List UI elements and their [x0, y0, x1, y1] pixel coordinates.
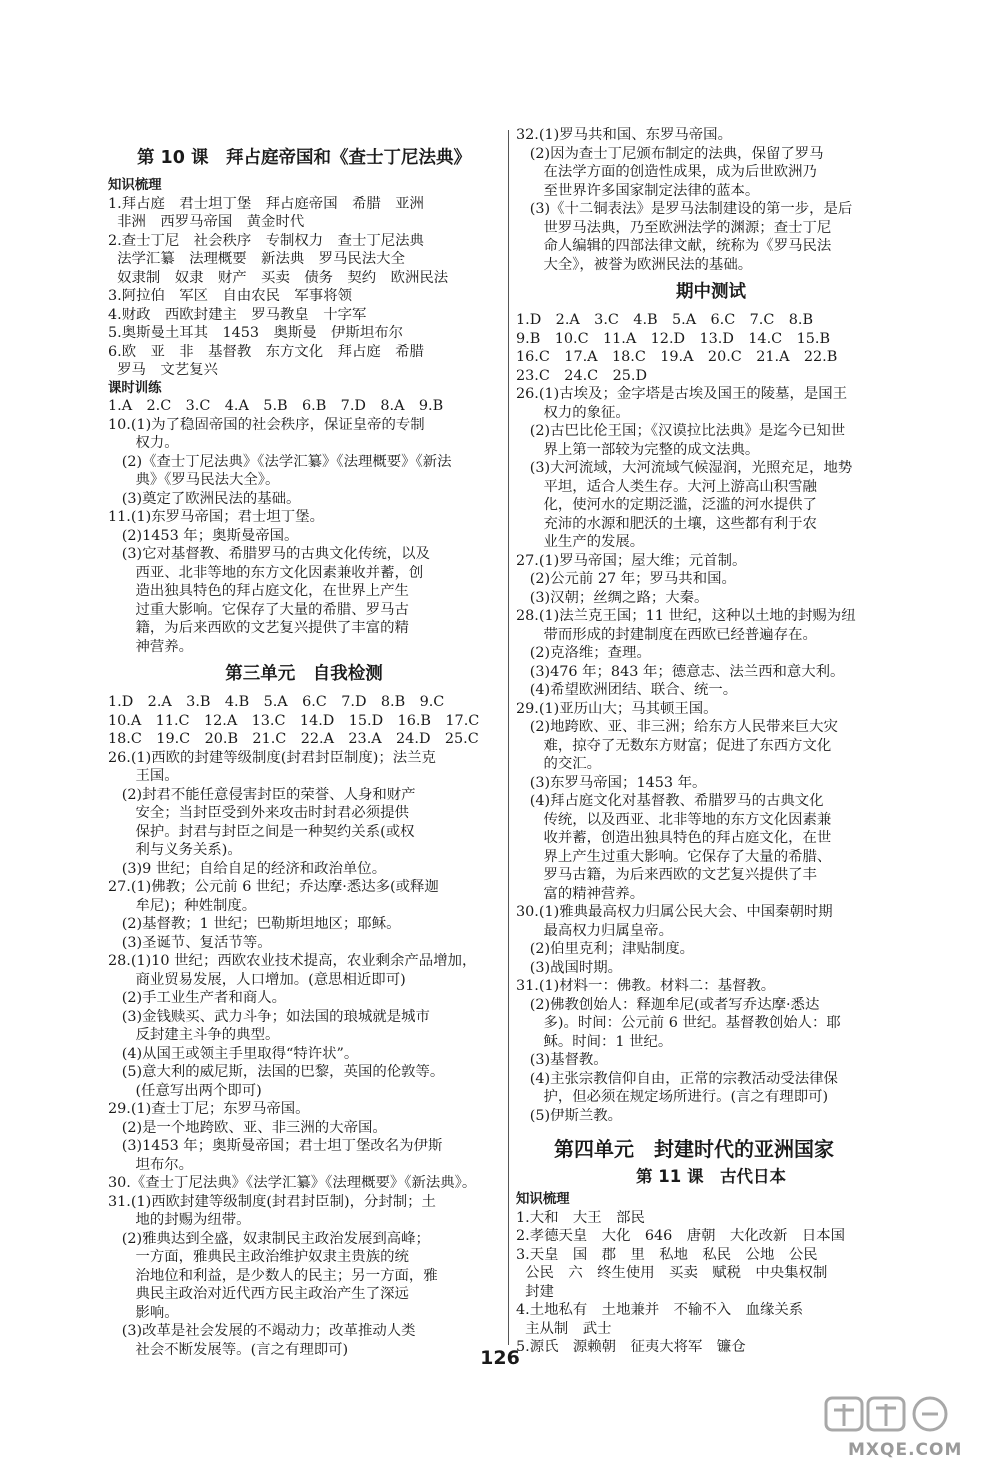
text-line: (3)基督教。	[516, 1052, 608, 1068]
text-line: 命人编辑的四部法律文献，统称为《罗马民法	[516, 238, 832, 254]
text-line: 权力。	[108, 435, 179, 451]
text-line: 大全》，被誉为欧洲民法的基础。	[516, 256, 753, 273]
left-column	[108, 128, 500, 1359]
watermark-text: MXQE.COM	[848, 1440, 963, 1460]
text-line: (2)克洛维；查理。	[516, 645, 651, 661]
text-line: 难，掠夺了无数东方财富；促进了东西方文化	[516, 737, 832, 754]
text-line: 6.欧 亚 非 基督教 东方文化 拜占庭 希腊	[108, 343, 424, 360]
text-line: (3)9 世纪；自给自足的经济和政治单位。	[108, 860, 387, 877]
text-line: 界上产生过重大影响。它保存了大量的希腊、	[516, 848, 832, 865]
text-line: 公民 六 终生使用 买卖 赋税 中央集权制	[516, 1265, 828, 1281]
text-line: 27.(1)罗马帝国；屋大维；元首制。	[516, 552, 747, 569]
text-line: 保护。封君与封臣之间是一种契约关系(或权	[108, 823, 415, 840]
text-line: 26.(1)古埃及；金字塔是古埃及国王的陵墓，是国王	[516, 386, 848, 402]
text-line: 传统，以及西亚、北非等地的东方文化因素兼	[516, 811, 832, 828]
text-line: 的交汇。	[516, 756, 602, 772]
text-line: (4)主张宗教信仰自由，正常的宗教活动受法律保	[516, 1070, 838, 1087]
column-divider	[508, 130, 509, 1345]
text-line: (3)476 年；843 年；德意志、法兰西和意大利。	[516, 663, 845, 680]
text-line: 界上第一部较为完整的成文法典。	[516, 441, 760, 458]
text-line: (2)伯里克利；津贴制度。	[516, 941, 695, 957]
text-line: (2)基督教；1 世纪；巴勒斯坦地区；耶稣。	[108, 916, 401, 932]
text-line: 权力的象征。	[516, 404, 630, 421]
text-line: 影响。	[108, 1304, 179, 1321]
text-line: 1.D 2.A 3.C 4.B 5.A 6.C 7.C 8.B	[516, 312, 814, 328]
text-line: 31.(1)材料一：佛教。材料二：基督教。	[516, 978, 776, 994]
text-line: 29.(1)亚历山大；马其顿王国。	[516, 700, 718, 717]
text-line: 27.(1)佛教；公元前 6 世纪；乔达摩·悉达多(或释迦	[108, 879, 439, 895]
right-column-inner	[516, 126, 906, 1357]
text-line: 9.B 10.C 11.A 12.D 13.D 14.C 15.B	[516, 330, 831, 347]
text-line: 过重大影响。它保存了大量的希腊、罗马古	[108, 601, 409, 618]
text-line: 罗马古籍，为后来西欧的文艺复兴提供了丰	[516, 867, 817, 883]
text-line: (3)1453 年；奥斯曼帝国；君士坦丁堡改名为伊斯	[108, 1138, 443, 1154]
text-line: 社会不断发展等。(言之有理即可)	[108, 1341, 349, 1358]
text-line: 法学汇纂 法理概要 新法典 罗马民法大全	[108, 251, 405, 267]
text-line: 2.孝德天皇 大化 646 唐朝 大化改新 日本国	[516, 1228, 846, 1244]
text-line: (4)从国王或领主手里取得“特许状”。	[108, 1045, 359, 1062]
text-line: (5)意大利的威尼斯，法国的巴黎，英国的伦敦等。	[108, 1064, 445, 1080]
text-line: 牟尼)；种姓制度。	[108, 897, 257, 914]
text-line: (5)伊斯兰教。	[516, 1107, 623, 1124]
text-line: 奴隶制 奴隶 财产 买卖 债务 契约 欧洲民法	[108, 269, 449, 286]
section-title: 第 10 课 拜占庭帝国和《查士丁尼法典》	[136, 148, 472, 168]
text-line: 3.天皇 国 郡 里 私地 私民 公地 公民	[516, 1246, 818, 1263]
text-line: 1.A 2.C 3.C 4.A 5.B 6.B 7.D 8.A 9.B	[108, 398, 444, 414]
text-line: 籍，为后来西欧的文艺复兴提供了丰富的精	[108, 620, 409, 636]
text-line: (2)地跨欧、亚、非三洲；给东方人民带来巨大灾	[516, 719, 838, 735]
text-line: 稣。时间：1 世纪。	[516, 1033, 673, 1050]
text-line: 4.土地私有 土地兼并 不输不入 血缘关系	[516, 1302, 804, 1318]
text-line: (3)东罗马帝国；1453 年。	[516, 774, 707, 791]
text-line: 世罗马法典，乃至欧洲法学的渊源；查士丁尼	[516, 219, 832, 236]
text-line: 至世界许多国家制定法律的蓝本。	[516, 182, 760, 199]
text-line: 带而形成的封建制度在西欧已经普遍存在。	[516, 626, 817, 643]
text-line: (2)1453 年；奥斯曼帝国。	[108, 527, 299, 544]
text-line: (2)古巴比伦王国；《汉谟拉比法典》是迄今已知世	[516, 423, 846, 439]
text-line: (2)因为查士丁尼颁布制定的法典，保留了罗马	[516, 145, 824, 162]
page-number: 126	[480, 1347, 520, 1369]
text-line: 最高权力归属皇帝。	[516, 922, 673, 939]
text-line: (2)封君不能任意侵害封臣的荣誉、人身和财产	[108, 786, 416, 803]
text-line: 反封建主斗争的典型。	[108, 1027, 280, 1043]
text-line: (3)改革是社会发展的不竭动力；改革推动人类	[108, 1323, 416, 1339]
text-line: 30.《查士丁尼法典》《法学汇纂》《法理概要》《新法典》。	[108, 1175, 477, 1191]
text-line: 10.A 11.C 12.A 13.C 14.D 15.D 16.B 17.C	[108, 712, 480, 729]
text-line: 5.源氏 源赖朝 征夷大将军 镰仓	[516, 1339, 746, 1355]
text-line: 护，但必须在规定场所进行。(言之有理即可)	[516, 1089, 829, 1105]
text-line: 多)。时间：公元前 6 世纪。基督教创始人：耶	[516, 1015, 841, 1031]
text-line: 坦布尔。	[108, 1156, 194, 1173]
text-line: 23.C 24.C 25.D	[516, 367, 647, 384]
text-line: 28.(1)法兰克王国；11 世纪，这种以土地的封赐为纽	[516, 608, 856, 624]
section-title: 第三单元 自我检测	[225, 664, 383, 684]
text-line: (4)希望欧洲团结、联合、统一。	[516, 682, 738, 698]
text-line: 2.查士丁尼 社会秩序 专制权力 查士丁尼法典	[108, 232, 424, 249]
text-line: (3)它对基督教、希腊罗马的古典文化传统，以及	[108, 546, 430, 562]
text-line: (2)佛教创始人：释迦牟尼(或者写乔达摩·悉达	[516, 996, 820, 1013]
text-line: 16.C 17.A 18.C 19.A 20.C 21.A 22.B	[516, 349, 838, 365]
text-line: 造出独具特色的拜占庭文化，在世界上产生	[108, 583, 409, 599]
text-line: (3)奠定了欧洲民法的基础。	[108, 490, 301, 507]
text-line: (2)手工业生产者和商人。	[108, 990, 287, 1006]
text-line: 典》《罗马民法大全》。	[108, 472, 280, 488]
text-line: 1.拜占庭 君士坦丁堡 拜占庭帝国 希腊 亚洲	[108, 195, 424, 212]
text-line: 充沛的水源和肥沃的土壤，这些都有利于农	[516, 515, 817, 532]
text-line: 1.大和 大王 部民	[516, 1209, 645, 1226]
text-line: 30.(1)雅典最高权力归属公民大会、中国秦朝时期	[516, 904, 833, 920]
text-line: 罗马 文艺复兴	[108, 362, 218, 378]
text-line: 化，使河水的定期泛滥，泛滥的河水提供了	[516, 497, 817, 513]
text-line: 4.财政 西欧封建主 罗马教皇 十字军	[108, 306, 367, 323]
subheading: 课时训练	[108, 380, 162, 396]
text-line: 3.阿拉伯 军区 自由农民 军事将领	[108, 288, 352, 304]
text-line: 28.(1)10 世纪；西欧农业技术提高，农业剩余产品增加，	[108, 953, 477, 969]
text-line: 10.(1)为了稳固帝国的社会秩序，保证皇帝的专制	[108, 416, 425, 433]
text-line: 26.(1)西欧的封建等级制度(封君封臣制度)；法兰克	[108, 749, 436, 766]
text-line: 神营养。	[108, 638, 194, 655]
text-line: 18.C 19.C 20.B 21.C 22.A 23.A 24.D 25.C	[108, 731, 479, 747]
text-line: (3)金钱赎买、武力斗争；如法国的琅城就是城市	[108, 1008, 430, 1025]
text-line: (4)拜占庭文化对基督教、希腊罗马的古典文化	[516, 793, 824, 809]
text-line: 治地位和利益，是少数人的民主；另一方面，雅	[108, 1267, 438, 1284]
text-line: (2)是一个地跨欧、亚、非三洲的大帝国。	[108, 1119, 387, 1136]
text-line: 31.(1)西欧封建等级制度(封君封臣制)，分封制；土	[108, 1193, 436, 1210]
text-line: 安全；当封臣受到外来攻击时封君必须提供	[108, 805, 409, 821]
text-line: 1.D 2.A 3.B 4.B 5.A 6.C 7.D 8.B 9.C	[108, 694, 445, 710]
text-line: 29.(1)查士丁尼；东罗马帝国。	[108, 1101, 310, 1117]
text-line: 富的精神营养。	[516, 885, 645, 902]
text-line: (任意写出两个即可)	[108, 1082, 262, 1099]
text-line: (3)大河流域，大河流域气候湿润，光照充足，地势	[516, 460, 853, 476]
text-line: 商业贸易发展，人口增加。(意思相近即可)	[108, 971, 406, 988]
text-line: 典民主政治对近代西方民主政治产生了深远	[108, 1286, 409, 1302]
text-line: 平坦，适合人类生存。大河上游高山积雪融	[516, 478, 817, 495]
text-line: (2)雅典达到全盛，奴隶制民主政治发展到高峰；	[108, 1230, 430, 1247]
text-line: (3)汉朝；丝绸之路；大秦。	[516, 589, 709, 606]
text-line: 32.(1)罗马共和国、东罗马帝国。	[516, 127, 732, 143]
text-line: (2)公元前 27 年；罗马共和国。	[516, 571, 736, 587]
text-line: 王国。	[108, 768, 179, 784]
text-line: 一方面，雅典民主政治维护奴隶主贵族的统	[108, 1249, 409, 1265]
text-line: 地的封赐为纽带。	[108, 1212, 251, 1228]
text-line: 5.奥斯曼土耳其 1453 奥斯曼 伊斯坦布尔	[108, 325, 403, 341]
text-line: 收并蓄，创造出独具特色的拜占庭文化，在世	[516, 830, 832, 846]
subheading: 知识梳理	[516, 1192, 570, 1207]
text-line: 11.(1)东罗马帝国；君士坦丁堡。	[108, 509, 324, 525]
text-line: (2)《查士丁尼法典》《法学汇纂》《法理概要》《新法	[108, 453, 452, 470]
text-line: (3)圣诞节、复活节等。	[108, 934, 272, 951]
text-line: 非洲 西罗马帝国 黄金时代	[108, 214, 305, 230]
right-column	[516, 128, 906, 1359]
text-line: (3)战国时期。	[516, 959, 623, 976]
unit-title: 第四单元 封建时代的亚洲国家	[554, 1137, 834, 1161]
text-line: 主从制 武士	[516, 1320, 612, 1337]
text-line: 西亚、北非等地的东方文化因素兼收并蓄，创	[108, 564, 424, 581]
text-line: 封建	[516, 1283, 554, 1300]
subheading: 知识梳理	[108, 178, 162, 193]
text-line: (3)《十二铜表法》是罗马法制建设的第一步，是后	[516, 201, 853, 217]
text-line: 利与义务关系)。	[108, 842, 242, 858]
section-title: 期中测试	[676, 282, 746, 302]
lesson-title: 第 11 课 古代日本	[636, 1167, 786, 1186]
text-line: 业生产的发展。	[516, 534, 645, 550]
text-line: 在法学方面的创造性成果，成为后世欧洲乃	[516, 164, 817, 180]
